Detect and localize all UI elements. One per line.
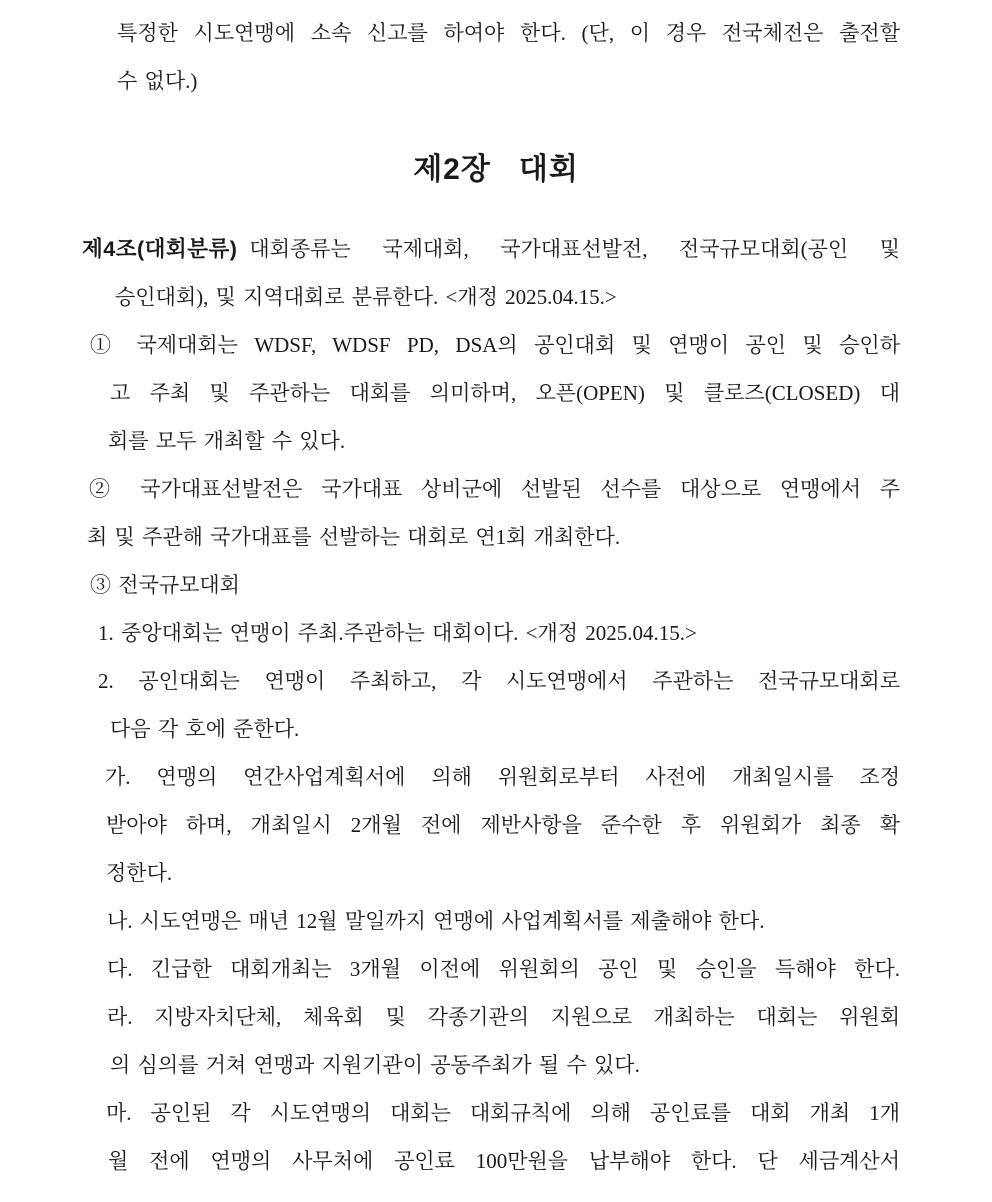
doc-line [82, 225, 900, 273]
doc-line: 받아야 하며, 개최일시 2개월 전에 제반사항을 준수한 후 위원회가 최종 확 [106, 813, 900, 837]
doc-line: 월 전에 연맹의 사무처에 공인료 100만원을 납부해야 한다. 단 세금계산서 [108, 1149, 900, 1173]
doc-line: 정한다. [106, 861, 173, 885]
doc-line: 의 심의를 거쳐 연맹과 지원기관이 공동주최가 될 수 있다. [110, 1053, 640, 1077]
doc-line: 다. 긴급한 대회개최는 3개월 이전에 위원회의 공인 및 승인을 득해야 한다. [107, 957, 900, 981]
doc-line: 마. 공인된 각 시도연맹의 대회는 대회규칙에 의해 공인료를 대회 개최 1개 [106, 1101, 900, 1125]
doc-line: 특정한 시도연맹에 소속 신고를 하여야 한다. (단, 이 경우 전국체전은 출전할 [117, 21, 900, 45]
doc-line: 라. 지방자치단체, 체육회 및 각종기관의 지원으로 개최하는 대회는 위원회 [107, 1005, 900, 1029]
chapter-title: 제2장 대회 [413, 153, 579, 186]
doc-line: ③ 전국규모대회 [90, 573, 240, 597]
doc-line: 승인대회), 및 지역대회로 분류한다. <개정 2025.04.15.> [115, 285, 617, 309]
article-heading: 제4조(대회분류) [82, 237, 238, 261]
doc-line: 가. 연맹의 연간사업계획서에 의해 위원회로부터 사전에 개최일시를 조정 [105, 765, 900, 789]
doc-line: ① 국제대회는 WDSF, WDSF PD, DSA의 공인대회 및 연맹이 공인 및 승인하 [90, 333, 900, 357]
document-lines [0, 9, 992, 1185]
doc-line: 고 주최 및 주관하는 대회를 의미하며, 오픈(OPEN) 및 클로즈(CLOSED) 대 [110, 381, 900, 405]
doc-line: 회를 모두 개최할 수 있다. [108, 429, 346, 453]
doc-line: 수 없다.) [117, 69, 198, 93]
doc-line: 1. 중앙대회는 연맹이 주최.주관하는 대회이다. <개정 2025.04.15.> [98, 621, 697, 645]
doc-line: 나. 시도연맹은 매년 12월 말일까지 연맹에 사업계획서를 제출해야 한다. [107, 909, 765, 933]
doc-line-text: 대회종류는 국제대회, 국가대표선발전, 전국규모대회(공인 및 [249, 237, 900, 261]
doc-line: ② 국가대표선발전은 국가대표 상비군에 선발된 선수를 대상으로 연맹에서 주 [89, 477, 900, 501]
doc-line: 최 및 주관해 국가대표를 선발하는 대회로 연1회 개최한다. [87, 525, 621, 549]
doc-line: 다음 각 호에 준한다. [110, 717, 300, 741]
doc-line: 2. 공인대회는 연맹이 주최하고, 각 시도연맹에서 주관하는 전국규모대회로 [98, 669, 900, 693]
